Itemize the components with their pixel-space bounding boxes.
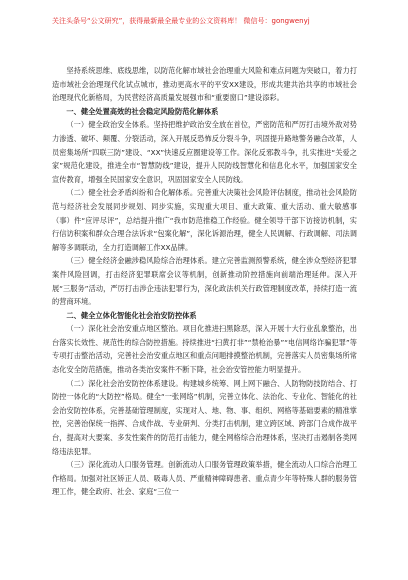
paragraph: （一）深化社会治安重点地区整治。项目化推进扫黑除恶，深入开展十大行业乱象整治，出台落实长效性、规范性的综合防控措施。持续推进“扫黄打非”“禁枪治暴”“电信网络诈骗犯罪”等专项打击整治活动，完善社会治安重点地区和重点问题排摸整治机制，完善落实人员密集场所常态化安全防范措施，推动各类治安案件不断下降，社会治安管控能力明显提升。 bbox=[52, 324, 357, 375]
paragraph: （三）深化流动人口服务管理。创新流动人口服务管理政策举措，健全流动人口综合治理工作格局。加强对社区矫正人员、吸毒人员、严重精神障碍患者、重点青少年等特殊人群的服务管理工作，健全政府、社会、家庭“三位一 bbox=[52, 460, 357, 497]
header-banner bbox=[52, 16, 390, 26]
banner-prefix: 关注头条号“公文研究”，获得最新最全最专业的公文资料库！ bbox=[52, 17, 242, 25]
section-heading: 二、健全立体化智能化社会治安防控体系 bbox=[66, 310, 197, 320]
banner-suffix: 微信号：gongwenyj bbox=[243, 17, 310, 25]
paragraph: （二）深化社会治安防控体系建设。构建城乡统筹、网上网下融合、人防物防技防结合、打防控一体化的“大防控”格局。健全“一张网络”机制，完善立体化、法治化、专业化、智能化的社会治安防控体系，完善基础管理制度，实现对人、地、物、事、组织、网格等基础要素的精准掌控，完善治保统一指挥、合成作战、专业研判、分类打击机制，建立跨区域、跨部门合成作战平台，提高对大要案、多发性案件的防范打击能力，健全网格综合治理体系，坚决打击遏制各类网络违法犯罪。 bbox=[52, 378, 357, 456]
paragraph: （一）健全政治安全体系。坚持把维护政治安全放在首位，严密防范和严厉打击境外敌对势力渗透、破坏、颠覆、分裂活动，深入开展反恐怖反分裂斗争，巩固提升路地警务融合改革，人员密集场所“四联三防”建设、“XX”快速反应圈建设等工作。深化反邪教斗争，扎实推进“关爱之家”规范化建设，推进全市“智慧防线”建设，提升人民防线智慧化和信息化水平，加强国家安全宣传教育，增强全民国家安全意识，巩固国家安全人民防线。 bbox=[52, 120, 357, 184]
document-body bbox=[52, 64, 357, 499]
paragraph: （三）健全经济金融涉稳风险综合治理体系。建立完善监测预警系统，健全涉众型经济犯罪案件风险回调，打击经济犯罪联席会议等机制，创新推动阶控措施向前端治理延伸。深入开展“三服务”活动，严厉打击涉企违法犯罪行为，深化政法机关行政管理制度改革，持续打造一流的营商环境。 bbox=[52, 256, 357, 307]
paragraph: 坚持系统思维、底线思维，以防范化解市域社会治理重大风险和难点问题为突破口，着力打造市域社会治理现代化试点城市，推动更高水平的平安XX建设，形成共建共治共享的市域社会治理现代化新格局，为民营经济高质量发展强市和“重要窗口”建设添彩。 bbox=[52, 66, 357, 103]
paragraph: （二）健全社会矛盾纠纷和合化解体系。完善重大决策社会风险评估制度，推动社会风险防范与经济社会发展同步规划、同步实施，实现重大项目、重大政策、重大活动、重大敏感事（事）件“应评尽评”，总结提升推广“我市防范推稳工作经验。健全领导干部下访接访机制，实行信访积案和群众合理合法诉求“包案化解”，深化诉源治理，健全人民调解、行政调解、司法调解等多调联动，全力打造调解工作XX品牌。 bbox=[52, 188, 357, 252]
section-heading: 一、健全处置高效的社会稳定风险防范化解体系 bbox=[66, 106, 219, 116]
